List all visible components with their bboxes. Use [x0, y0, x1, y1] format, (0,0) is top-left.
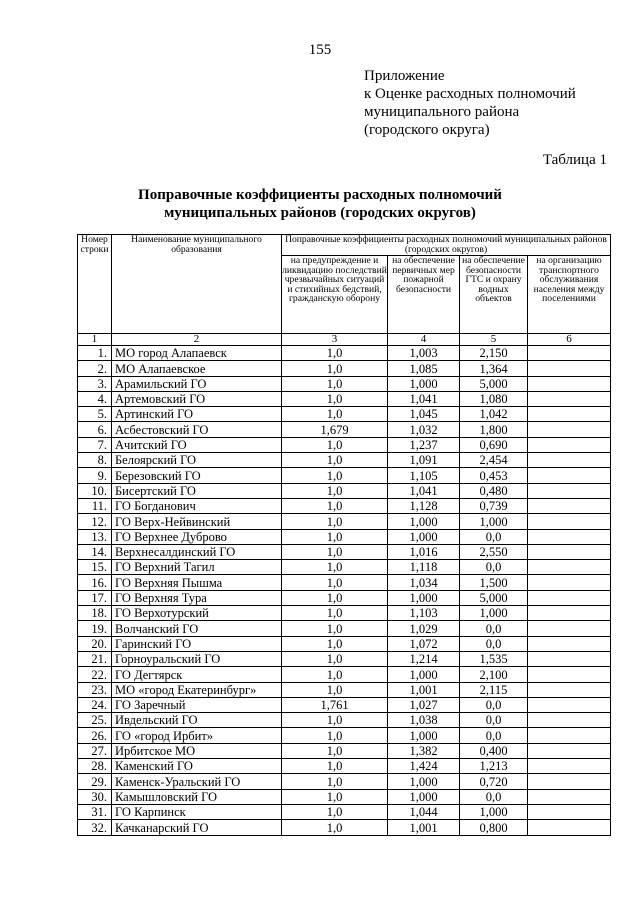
coef-fire-safety-cell: 1,128 [388, 498, 460, 513]
coef-transport-cell [528, 361, 611, 376]
municipality-name-cell: ГО Верхотурский [112, 606, 282, 621]
column-number: 2 [112, 334, 282, 346]
coef-emergency-cell: 1,0 [282, 346, 388, 361]
municipality-name-cell: ГО Верхнее Дуброво [112, 529, 282, 544]
coef-transport-cell [528, 636, 611, 651]
row-number-cell: 32. [78, 820, 112, 835]
coef-transport-cell [528, 713, 611, 728]
table-row [78, 453, 611, 468]
coef-emergency-cell: 1,0 [282, 759, 388, 774]
table-row [78, 621, 611, 636]
appendix-line: к Оценке расходных полномочий [364, 86, 576, 102]
coef-hydro-safety-cell: 0,400 [460, 743, 528, 758]
row-number-cell: 26. [78, 728, 112, 743]
row-number-cell: 16. [78, 575, 112, 590]
column-number: 5 [460, 334, 528, 346]
row-number-cell: 17. [78, 590, 112, 605]
row-number-cell: 29. [78, 774, 112, 789]
coef-fire-safety-cell: 1,214 [388, 651, 460, 666]
appendix-line: муниципального района [364, 104, 520, 120]
coef-hydro-safety-cell: 0,0 [460, 697, 528, 712]
coef-emergency-cell: 1,0 [282, 560, 388, 575]
table-row [78, 820, 611, 835]
header-col6: на организацию транспортного обслуживания населения между поселениями [528, 256, 611, 334]
coef-fire-safety-cell: 1,016 [388, 544, 460, 559]
coef-hydro-safety-cell: 0,0 [460, 636, 528, 651]
table-label: Таблица 1 [542, 152, 607, 168]
coef-emergency-cell: 1,0 [282, 651, 388, 666]
coef-hydro-safety-cell: 0,453 [460, 468, 528, 483]
coef-fire-safety-cell: 1,001 [388, 682, 460, 697]
coef-hydro-safety-cell: 1,080 [460, 391, 528, 406]
coef-fire-safety-cell: 1,118 [388, 560, 460, 575]
coef-transport-cell [528, 682, 611, 697]
coef-hydro-safety-cell: 1,000 [460, 514, 528, 529]
table-body [78, 346, 611, 836]
municipality-name-cell: Камышловский ГО [112, 789, 282, 804]
municipality-name-cell: ГО Верх-Нейвинский [112, 514, 282, 529]
coef-hydro-safety-cell: 1,800 [460, 422, 528, 437]
coef-hydro-safety-cell: 0,739 [460, 498, 528, 513]
coef-fire-safety-cell: 1,029 [388, 621, 460, 636]
coef-emergency-cell: 1,0 [282, 820, 388, 835]
coef-fire-safety-cell: 1,045 [388, 407, 460, 422]
coef-emergency-cell: 1,0 [282, 743, 388, 758]
appendix-line: Приложение [364, 68, 445, 84]
row-number-cell: 20. [78, 636, 112, 651]
coef-transport-cell [528, 544, 611, 559]
row-number-cell: 4. [78, 391, 112, 406]
coef-emergency-cell: 1,0 [282, 774, 388, 789]
coef-transport-cell [528, 498, 611, 513]
municipality-name-cell: ГО Дегтярск [112, 667, 282, 682]
row-number-cell: 12. [78, 514, 112, 529]
coef-fire-safety-cell: 1,003 [388, 346, 460, 361]
table-row [78, 422, 611, 437]
coef-transport-cell [528, 667, 611, 682]
coef-hydro-safety-cell: 2,150 [460, 346, 528, 361]
municipality-name-cell: ГО Богданович [112, 498, 282, 513]
row-number-cell: 21. [78, 651, 112, 666]
column-number: 6 [528, 334, 611, 346]
coef-fire-safety-cell: 1,000 [388, 376, 460, 391]
municipality-name-cell: МО «город Екатеринбург» [112, 682, 282, 697]
municipality-name-cell: ГО Верхняя Пышма [112, 575, 282, 590]
table-row [78, 743, 611, 758]
municipality-name-cell: Каменский ГО [112, 759, 282, 774]
coef-transport-cell [528, 774, 611, 789]
coef-hydro-safety-cell: 2,100 [460, 667, 528, 682]
row-number-cell: 31. [78, 804, 112, 819]
coef-hydro-safety-cell: 2,115 [460, 682, 528, 697]
municipality-name-cell: Волчанский ГО [112, 621, 282, 636]
coef-hydro-safety-cell: 0,0 [460, 789, 528, 804]
coef-emergency-cell: 1,0 [282, 789, 388, 804]
coef-fire-safety-cell: 1,000 [388, 728, 460, 743]
coef-hydro-safety-cell: 5,000 [460, 590, 528, 605]
table-row [78, 774, 611, 789]
coef-transport-cell [528, 759, 611, 774]
row-number-cell: 14. [78, 544, 112, 559]
municipality-name-cell: Артинский ГО [112, 407, 282, 422]
title-line: муниципальных районов (городских округов) [164, 205, 476, 221]
row-number-cell: 11. [78, 498, 112, 513]
municipality-name-cell: Каменск-Уральский ГО [112, 774, 282, 789]
header-name: Наименование муниципального образования [112, 235, 282, 334]
coef-transport-cell [528, 804, 611, 819]
table-row [78, 697, 611, 712]
table-row [78, 437, 611, 452]
coef-hydro-safety-cell: 1,364 [460, 361, 528, 376]
column-number-row [78, 334, 611, 346]
municipality-name-cell: МО Алапаевское [112, 361, 282, 376]
header-col5: на обеспечение безопасности ГТС и охрану водных объектов [460, 256, 528, 334]
coef-emergency-cell: 1,0 [282, 606, 388, 621]
appendix-note [364, 67, 576, 139]
coef-fire-safety-cell: 1,027 [388, 697, 460, 712]
coef-emergency-cell: 1,0 [282, 453, 388, 468]
appendix-line: (городского округа) [364, 122, 490, 138]
column-number: 3 [282, 334, 388, 346]
municipality-name-cell: ГО Верхняя Тура [112, 590, 282, 605]
coef-emergency-cell: 1,0 [282, 575, 388, 590]
coef-hydro-safety-cell: 0,0 [460, 728, 528, 743]
coefficients-table [77, 234, 611, 836]
table-row [78, 391, 611, 406]
coef-emergency-cell: 1,0 [282, 407, 388, 422]
municipality-name-cell: ГО Карпинск [112, 804, 282, 819]
coef-fire-safety-cell: 1,032 [388, 422, 460, 437]
coef-fire-safety-cell: 1,000 [388, 529, 460, 544]
row-number-cell: 25. [78, 713, 112, 728]
table-row [78, 728, 611, 743]
municipality-name-cell: ГО Верхний Тагил [112, 560, 282, 575]
header-group: Поправочные коэффициенты расходных полномочий муниципальных районов (городских округов) [282, 235, 611, 256]
coef-emergency-cell: 1,0 [282, 636, 388, 651]
coef-emergency-cell: 1,0 [282, 391, 388, 406]
coef-fire-safety-cell: 1,000 [388, 789, 460, 804]
table-row [78, 529, 611, 544]
coef-hydro-safety-cell: 1,000 [460, 606, 528, 621]
row-number-cell: 23. [78, 682, 112, 697]
coef-emergency-cell: 1,761 [282, 697, 388, 712]
row-number-cell: 13. [78, 529, 112, 544]
row-number-cell: 6. [78, 422, 112, 437]
row-number-cell: 19. [78, 621, 112, 636]
coef-transport-cell [528, 437, 611, 452]
coef-emergency-cell: 1,0 [282, 621, 388, 636]
row-number-cell: 27. [78, 743, 112, 758]
page-title [0, 186, 640, 222]
row-number-cell: 18. [78, 606, 112, 621]
municipality-name-cell: Березовский ГО [112, 468, 282, 483]
coef-hydro-safety-cell: 0,720 [460, 774, 528, 789]
row-number-cell: 8. [78, 453, 112, 468]
coef-emergency-cell: 1,0 [282, 376, 388, 391]
table-row [78, 667, 611, 682]
coef-transport-cell [528, 789, 611, 804]
municipality-name-cell: Ирбитское МО [112, 743, 282, 758]
coef-emergency-cell: 1,0 [282, 529, 388, 544]
coef-emergency-cell: 1,0 [282, 361, 388, 376]
table-row [78, 560, 611, 575]
coef-emergency-cell: 1,0 [282, 468, 388, 483]
table-row [78, 713, 611, 728]
table-row [78, 575, 611, 590]
column-number: 4 [388, 334, 460, 346]
coef-hydro-safety-cell: 1,213 [460, 759, 528, 774]
municipality-name-cell: Ачитский ГО [112, 437, 282, 452]
coef-hydro-safety-cell: 0,480 [460, 483, 528, 498]
municipality-name-cell: Ивдельский ГО [112, 713, 282, 728]
table-row [78, 606, 611, 621]
row-number-cell: 7. [78, 437, 112, 452]
table-row [78, 468, 611, 483]
coef-emergency-cell: 1,0 [282, 483, 388, 498]
coef-hydro-safety-cell: 1,500 [460, 575, 528, 590]
coef-hydro-safety-cell: 0,0 [460, 560, 528, 575]
row-number-cell: 3. [78, 376, 112, 391]
municipality-name-cell: Асбестовский ГО [112, 422, 282, 437]
municipality-name-cell: ГО «город Ирбит» [112, 728, 282, 743]
coef-emergency-cell: 1,0 [282, 437, 388, 452]
column-number: 1 [78, 334, 112, 346]
coef-fire-safety-cell: 1,085 [388, 361, 460, 376]
coef-transport-cell [528, 514, 611, 529]
coef-fire-safety-cell: 1,044 [388, 804, 460, 819]
coef-transport-cell [528, 376, 611, 391]
coef-transport-cell [528, 590, 611, 605]
coef-fire-safety-cell: 1,000 [388, 667, 460, 682]
municipality-name-cell: Качканарский ГО [112, 820, 282, 835]
table-row [78, 789, 611, 804]
coef-hydro-safety-cell: 0,0 [460, 529, 528, 544]
header-col4: на обеспечение первичных мер пожарной безопасности [388, 256, 460, 334]
coef-transport-cell [528, 820, 611, 835]
coef-emergency-cell: 1,0 [282, 514, 388, 529]
row-number-cell: 22. [78, 667, 112, 682]
row-number-cell: 10. [78, 483, 112, 498]
table-row [78, 636, 611, 651]
municipality-name-cell: Верхнесалдинский ГО [112, 544, 282, 559]
coef-hydro-safety-cell: 1,000 [460, 804, 528, 819]
table-row [78, 759, 611, 774]
municipality-name-cell: Белоярский ГО [112, 453, 282, 468]
coef-fire-safety-cell: 1,072 [388, 636, 460, 651]
table-row [78, 804, 611, 819]
title-line: Поправочные коэффициенты расходных полномочий [138, 187, 502, 203]
row-number-cell: 24. [78, 697, 112, 712]
coef-fire-safety-cell: 1,001 [388, 820, 460, 835]
coef-hydro-safety-cell: 0,0 [460, 621, 528, 636]
coef-transport-cell [528, 468, 611, 483]
coef-transport-cell [528, 346, 611, 361]
coef-fire-safety-cell: 1,105 [388, 468, 460, 483]
table-row [78, 682, 611, 697]
table-row [78, 346, 611, 361]
coef-emergency-cell: 1,0 [282, 728, 388, 743]
coef-fire-safety-cell: 1,382 [388, 743, 460, 758]
coef-fire-safety-cell: 1,424 [388, 759, 460, 774]
municipality-name-cell: Гаринский ГО [112, 636, 282, 651]
municipality-name-cell: Арамильский ГО [112, 376, 282, 391]
coef-hydro-safety-cell: 0,0 [460, 713, 528, 728]
coef-transport-cell [528, 391, 611, 406]
municipality-name-cell: Бисертский ГО [112, 483, 282, 498]
table-row [78, 590, 611, 605]
coef-fire-safety-cell: 1,041 [388, 483, 460, 498]
table-row [78, 514, 611, 529]
coef-fire-safety-cell: 1,034 [388, 575, 460, 590]
coef-fire-safety-cell: 1,103 [388, 606, 460, 621]
coef-transport-cell [528, 453, 611, 468]
coef-hydro-safety-cell: 1,042 [460, 407, 528, 422]
coef-fire-safety-cell: 1,041 [388, 391, 460, 406]
coef-emergency-cell: 1,0 [282, 667, 388, 682]
coef-fire-safety-cell: 1,091 [388, 453, 460, 468]
coef-hydro-safety-cell: 0,800 [460, 820, 528, 835]
row-number-cell: 2. [78, 361, 112, 376]
coef-hydro-safety-cell: 2,454 [460, 453, 528, 468]
municipality-name-cell: МО город Алапаевск [112, 346, 282, 361]
municipality-name-cell: Горноуральский ГО [112, 651, 282, 666]
header-row-number: Номер строки [78, 235, 112, 334]
coef-transport-cell [528, 422, 611, 437]
table-row [78, 407, 611, 422]
coef-transport-cell [528, 606, 611, 621]
coef-transport-cell [528, 651, 611, 666]
row-number-cell: 15. [78, 560, 112, 575]
coef-fire-safety-cell: 1,237 [388, 437, 460, 452]
row-number-cell: 5. [78, 407, 112, 422]
coef-transport-cell [528, 728, 611, 743]
table-row [78, 498, 611, 513]
coef-transport-cell [528, 407, 611, 422]
coef-transport-cell [528, 743, 611, 758]
municipality-name-cell: ГО Заречный [112, 697, 282, 712]
row-number-cell: 9. [78, 468, 112, 483]
coef-emergency-cell: 1,0 [282, 498, 388, 513]
coef-emergency-cell: 1,0 [282, 590, 388, 605]
coef-transport-cell [528, 575, 611, 590]
coef-hydro-safety-cell: 5,000 [460, 376, 528, 391]
table-row [78, 544, 611, 559]
coef-transport-cell [528, 483, 611, 498]
coef-emergency-cell: 1,0 [282, 713, 388, 728]
coef-fire-safety-cell: 1,000 [388, 590, 460, 605]
coef-fire-safety-cell: 1,000 [388, 514, 460, 529]
coef-emergency-cell: 1,0 [282, 682, 388, 697]
coef-hydro-safety-cell: 0,690 [460, 437, 528, 452]
municipality-name-cell: Артемовский ГО [112, 391, 282, 406]
table-row [78, 361, 611, 376]
coef-fire-safety-cell: 1,000 [388, 774, 460, 789]
table-row [78, 651, 611, 666]
coef-emergency-cell: 1,0 [282, 804, 388, 819]
page-number: 155 [308, 42, 332, 58]
row-number-cell: 30. [78, 789, 112, 804]
coef-hydro-safety-cell: 2,550 [460, 544, 528, 559]
row-number-cell: 28. [78, 759, 112, 774]
coef-emergency-cell: 1,679 [282, 422, 388, 437]
coef-transport-cell [528, 621, 611, 636]
coef-hydro-safety-cell: 1,535 [460, 651, 528, 666]
coef-fire-safety-cell: 1,038 [388, 713, 460, 728]
coef-transport-cell [528, 697, 611, 712]
header-col3: на предупреждение и ликвидацию последствий чрезвычайных ситуаций и стихийных бедствий, гражданскую оборону [282, 256, 388, 334]
coef-transport-cell [528, 529, 611, 544]
coef-emergency-cell: 1,0 [282, 544, 388, 559]
row-number-cell: 1. [78, 346, 112, 361]
table-row [78, 483, 611, 498]
table-row [78, 376, 611, 391]
coef-transport-cell [528, 560, 611, 575]
